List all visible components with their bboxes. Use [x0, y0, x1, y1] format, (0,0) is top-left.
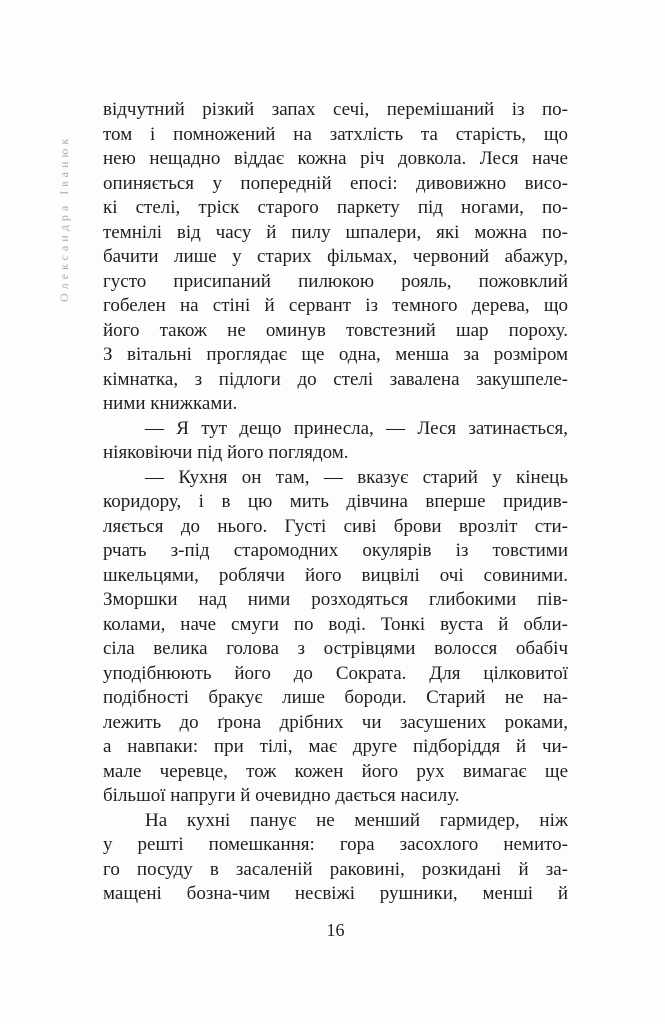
- text-line: — Кухня он там, — вказує старий у кінець: [145, 466, 568, 488]
- text-line: коридору, і в цю мить дівчина вперше придив-: [103, 491, 568, 512]
- text-line: а навпаки: при тілі, має друге підборіддя й чи-: [103, 736, 568, 757]
- text-line: уподібнюють його до Сократа. Для цілковитої: [103, 662, 568, 684]
- text-line: мащені бозна-чим несвіжі рушники, менші й: [103, 883, 568, 904]
- text-line: мале черевце, тож кожен його рух вимагає ще: [103, 760, 568, 782]
- text-line: бачити лише у старих фільмах, червоний абажур,: [103, 246, 568, 267]
- text-line: у решті помешкання: гора засохлого немито-: [103, 834, 568, 855]
- text-line: Зморшки над ними розходяться глибокими пів-: [103, 589, 568, 610]
- text-line: — Я тут дещо принесла, — Леся затинається,: [145, 417, 568, 439]
- text-line: опиняється у попередній епосі: дивовижно висо-: [103, 172, 568, 194]
- text-line: більшої напруги й очевидно дається насилу.: [103, 785, 460, 806]
- text-line: кімнатка, з підлоги до стелі завалена закушпеле-: [103, 368, 568, 390]
- text-line: том і помножений на затхлість та старість, що: [103, 123, 568, 145]
- text-line: кі стелі, тріск старого паркету під ногами, по-: [103, 197, 568, 218]
- text-line: сіла велика голова з острівцями волосся обабіч: [103, 638, 568, 659]
- text-line: ляється до нього. Густі сиві брови врозліт сти-: [103, 515, 568, 537]
- text-line: подібності бракує лише бороди. Старий не на-: [103, 687, 568, 708]
- text-line: ними книжками.: [103, 393, 238, 414]
- text-line: рчать з-під старомодних окулярів із товстими: [103, 540, 568, 561]
- text-line: На кухні панує не менший гармидер, ніж: [145, 809, 568, 831]
- text-line: нею нещадно віддає кожна річ довкола. Леся наче: [103, 148, 568, 169]
- sidebar-author-vertical: Олександра Іванюк: [57, 134, 71, 302]
- paragraph: [103, 809, 568, 907]
- text-line: шкельцями, роблячи його вицвілі очі совиними.: [103, 564, 568, 586]
- text-line: густо присипаний пилюкою рояль, пожовклий: [103, 270, 568, 292]
- page-number: 16: [326, 920, 345, 940]
- paragraph: [103, 417, 568, 466]
- text-line: ніяковіючи під його поглядом.: [103, 442, 349, 463]
- body-text: [103, 98, 568, 907]
- text-line: гобелен на стіні й сервант із темного дерева, що: [103, 295, 568, 316]
- paragraph: [103, 466, 568, 809]
- paragraph: [103, 98, 568, 417]
- text-line: колами, наче смуги по воді. Тонкі вуста й обли-: [103, 613, 568, 635]
- text-line: його також не оминув товстезний шар пороху.: [103, 319, 568, 341]
- text-line: З вітальні проглядає ще одна, менша за розміром: [103, 344, 568, 365]
- text-line: го посуду в засаленій раковині, розкидані й за-: [103, 858, 568, 880]
- text-line: лежить до ґрона дрібних чи засушених роками,: [103, 711, 568, 733]
- text-line: відчутний різкий запах сечі, перемішаний із по-: [103, 99, 568, 120]
- text-line: темнілі від часу й пилу шпалери, які можна по-: [103, 221, 568, 243]
